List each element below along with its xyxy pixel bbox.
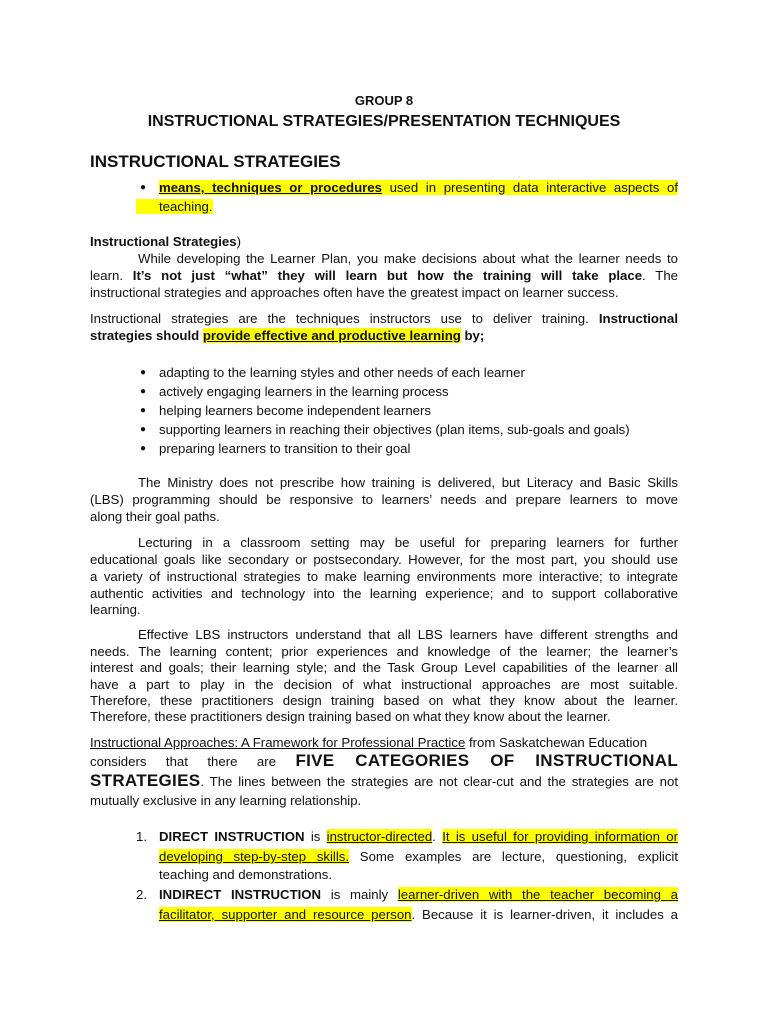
p2-line-2: [90, 327, 678, 345]
item-highlight: instructor-directed: [326, 829, 433, 844]
p5-line-3: interest and goals; their learning style; and the Task Group Level capabilities of the learner all: [90, 660, 678, 675]
list-bullet: ●: [140, 405, 147, 416]
p2-bold-text: Instructional: [598, 311, 678, 326]
p6-text-lead: considers that there are: [90, 754, 296, 769]
list-item: actively engaging learners in the learning process: [159, 384, 449, 399]
p6-line-4: mutually exclusive in any learning relationship.: [90, 793, 362, 808]
p3-line-2: (LBS) programming should be responsive to learners’ needs and prepare learners to move: [90, 492, 678, 507]
p1-label-line: [90, 233, 678, 251]
list-bullet: ●: [140, 443, 147, 454]
p1-line-3: instructional strategies and approaches often have the greatest impact on learner success.: [90, 285, 619, 300]
list-bullet: ●: [140, 386, 147, 397]
p6-text-mid: . The lines between the strategies are not clear-cut and the strategies are not: [200, 774, 678, 789]
numbered-item-1-line-3: teaching and demonstrations.: [159, 867, 333, 882]
p4-line-5: learning.: [90, 602, 141, 617]
section-heading: INSTRUCTIONAL STRATEGIES: [90, 152, 341, 171]
definition-line-2: [136, 198, 676, 216]
p2-highlight: provide effective and productive learning: [202, 328, 461, 343]
item-text: Some examples are lecture, questioning, explicit: [349, 849, 679, 864]
p1-label: Instructional Strategies: [90, 234, 237, 249]
reference-title: Instructional Approaches: A Framework for Professional Practice: [90, 735, 466, 750]
list-item: supporting learners in reaching their objectives (plan items, sub-goals and goals): [159, 422, 630, 437]
definition-line-1: [159, 179, 678, 197]
item-text: . Because it is learner-driven, it includes a: [411, 907, 678, 922]
p6-text: from Saskatchewan Education: [465, 735, 648, 750]
numbered-item-1-line-2: [159, 848, 678, 866]
p6-line-2: [90, 751, 678, 772]
p5-line-1: Effective LBS instructors understand that all LBS learners have different strengths and: [138, 627, 678, 642]
p2-bold-tail: by;: [460, 328, 485, 343]
p4-line-4: authentic activities and technology into the learning experience; and to support collaborative: [90, 586, 678, 601]
p2-line-1: [90, 310, 678, 328]
list-bullet: ●: [140, 367, 147, 378]
definition-text-end: teaching.: [136, 199, 213, 214]
p4-line-3: a variety of instructional strategies to make learning environments more interactive; to integrate: [90, 569, 678, 584]
item-highlight: It is useful for providing information or: [442, 829, 678, 844]
item-highlight: facilitator, supporter and resource person: [159, 907, 412, 922]
bullet-dot: ●: [140, 182, 147, 193]
item-text: .: [432, 829, 443, 844]
p4-line-2: educational goals like secondary or postsecondary. However, for the most part, you should use: [90, 552, 678, 567]
definition-term: means, techniques or procedures: [159, 180, 382, 195]
list-number: 2.: [136, 887, 147, 902]
definition-text: used in presenting data interactive aspects of: [381, 180, 678, 195]
p1-bold-text: It’s not just “what” they will learn but how the training will take place: [132, 268, 643, 283]
p1-line-1: While developing the Learner Plan, you make decisions about what the learner needs to: [138, 251, 678, 266]
p5-line-6: Therefore, these practitioners design training based on what they know about the learner.: [90, 709, 611, 724]
p2-bold-lead: strategies should: [90, 328, 203, 343]
item-text: is mainly: [321, 887, 398, 902]
p3-line-1: The Ministry does not prescribe how training is delivered, but Literacy and Basic Skills: [138, 475, 678, 490]
p6-line-1: [90, 734, 678, 752]
p1-line-2: [90, 267, 678, 285]
p1-text-end: . The: [642, 268, 678, 283]
item-highlight: learner-driven with the teacher becoming a: [397, 887, 678, 902]
p1-text: learn.: [90, 268, 133, 283]
numbered-item-2-line-2: [159, 906, 678, 924]
item-term: INDIRECT INSTRUCTION: [159, 887, 322, 902]
list-item: helping learners become independent learners: [159, 403, 431, 418]
list-item: adapting to the learning styles and other needs of each learner: [159, 365, 525, 380]
p4-line-1: Lecturing in a classroom setting may be useful for preparing learners for further: [138, 535, 678, 550]
numbered-item-2-line-1: [159, 886, 678, 904]
item-term: DIRECT INSTRUCTION: [159, 829, 305, 844]
strategies-emphasis: STRATEGIES: [90, 771, 201, 790]
p5-line-5: Therefore, these practitioners design training based on what they know about the learner.: [90, 693, 678, 708]
item-text: is: [304, 829, 327, 844]
list-number: 1.: [136, 829, 147, 844]
document-title: INSTRUCTIONAL STRATEGIES/PRESENTATION TECHNIQUES: [147, 113, 621, 130]
p1-label-tail: ): [236, 234, 241, 249]
numbered-item-1-line-1: [159, 828, 678, 846]
p2-text: Instructional strategies are the techniques instructors use to deliver training.: [90, 311, 599, 326]
p3-line-3: along their goal paths.: [90, 509, 220, 524]
p5-line-2: needs. The learning content; prior experiences and knowledge of the learner; the learner’s: [90, 644, 678, 659]
item-highlight: developing step-by-step skills.: [159, 849, 350, 864]
list-item: preparing learners to transition to their goal: [159, 441, 411, 456]
p6-line-3: [90, 771, 678, 792]
group-label: GROUP 8: [354, 93, 414, 108]
p5-line-4: have a part to play in the decision of what instructional approaches are most suitable.: [90, 677, 678, 692]
list-bullet: ●: [140, 424, 147, 435]
five-categories-emphasis: FIVE CATEGORIES OF INSTRUCTIONAL: [295, 751, 679, 770]
